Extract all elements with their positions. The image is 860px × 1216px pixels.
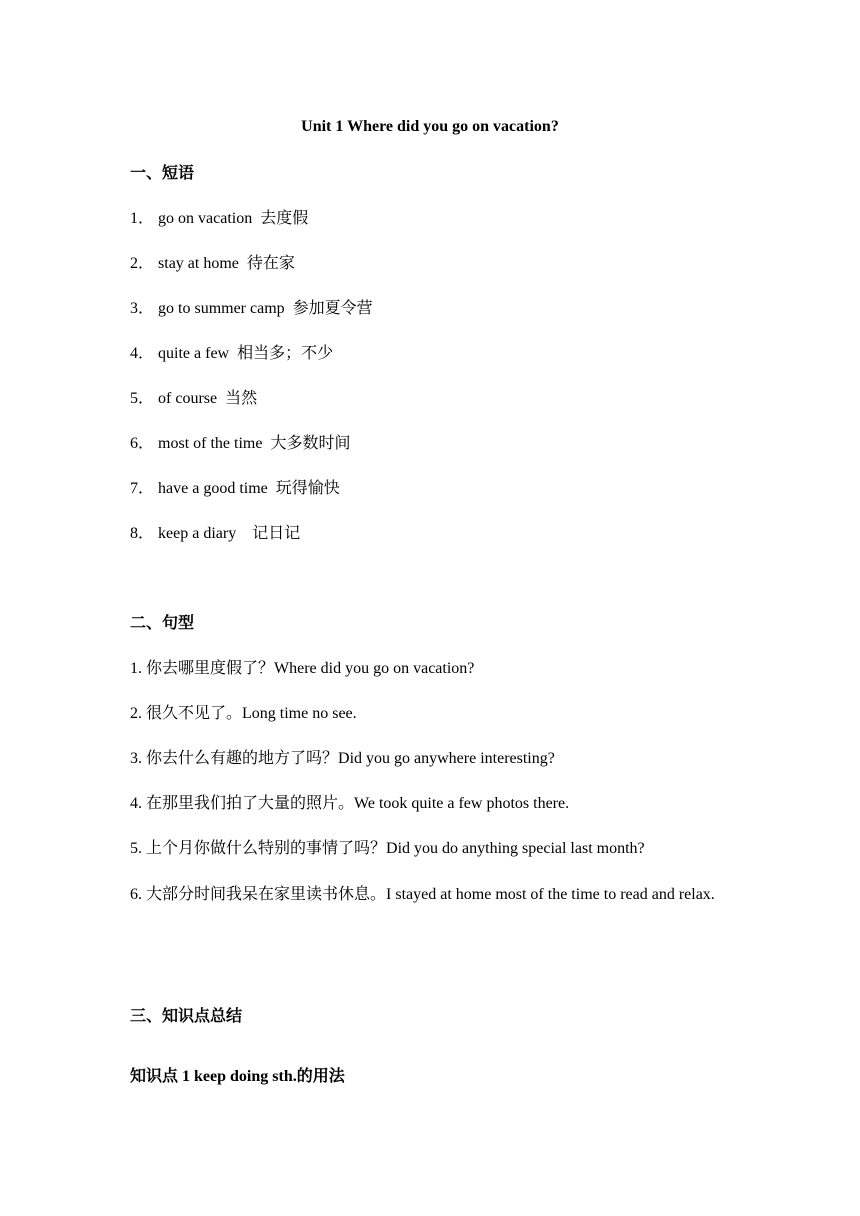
phrase-chinese: 参加夏令营 [292,298,373,317]
phrase-number: 7． [130,480,155,497]
phrase-english: stay at home [158,255,239,272]
phrase-number: 3． [130,300,155,317]
phrase-chinese: 去度假 [260,208,309,227]
sentence-number: 4. [130,795,142,812]
phrase-english: of course [158,390,218,407]
sentence-chinese: 大部分时间我呆在家里读书休息。 [146,884,387,903]
sentence-number: 5. [130,840,142,857]
knowledge-point-middle: 1 keep doing sth. [178,1068,297,1085]
phrase-english: go to summer camp [158,300,285,317]
sentence-english: Long time no see. [242,705,357,722]
phrase-english: quite a few [158,345,230,362]
sentence-number: 2. [130,705,142,722]
sentence-item [130,837,645,860]
phrase-number: 1． [130,210,155,227]
phrase-number: 6． [130,435,155,452]
section-heading-phrases: 一、短语 [130,163,195,182]
phrase-chinese: 相当多；不少 [237,343,334,362]
sentence-item [130,702,357,725]
phrase-item [130,477,340,500]
sentence-english: Did you go anywhere interesting? [338,750,555,767]
phrase-english: go on vacation [158,210,253,227]
sentence-chinese: 你去什么有趣的地方了吗？ [146,748,339,767]
knowledge-point-suffix: 的用法 [296,1066,345,1085]
sentence-number: 6. [130,886,142,903]
phrase-english: keep a diary [158,525,237,542]
section-heading-sentences: 二、句型 [130,613,195,632]
phrase-item [130,297,373,320]
sentence-chinese: 很久不见了。 [146,703,243,722]
sentence-english: We took quite a few photos there. [354,795,570,812]
phrase-item [130,342,333,365]
sentence-number: 3. [130,750,142,767]
phrase-item [130,252,295,275]
sentence-chinese: 你去哪里度假了？ [146,658,275,677]
phrase-chinese: 待在家 [246,253,295,272]
sentence-english: Did you do anything special last month? [386,840,645,857]
sentence-item [130,792,569,815]
phrase-item [130,522,300,545]
sentence-chinese: 上个月你做什么特别的事情了吗？ [146,838,387,857]
phrase-number: 5． [130,390,155,407]
sentence-chinese: 在那里我们拍了大量的照片。 [146,793,355,812]
sentence-number: 1. [130,660,142,677]
phrase-english: have a good time [158,480,268,497]
phrase-number: 4． [130,345,155,362]
knowledge-point-prefix: 知识点 [130,1066,179,1085]
phrase-chinese: 记日记 [252,523,301,542]
knowledge-point-heading [130,1065,345,1088]
phrase-chinese: 玩得愉快 [275,478,340,497]
phrase-number: 8． [130,525,155,542]
sentence-item [130,747,555,770]
document-title: Unit 1 Where did you go on vacation? [301,118,559,135]
phrase-chinese: 当然 [225,388,258,407]
phrase-chinese: 大多数时间 [270,433,351,452]
section-heading-knowledge-points: 三、知识点总结 [130,1006,243,1025]
phrase-item [130,387,257,410]
phrase-number: 2． [130,255,155,272]
sentence-english: Where did you go on vacation? [274,660,475,677]
phrase-item [130,207,308,230]
phrase-english: most of the time [158,435,263,452]
sentence-item [130,657,474,680]
sentence-english: I stayed at home most of the time to read and relax. [386,886,715,903]
sentence-item [130,872,740,917]
phrase-item [130,432,350,455]
